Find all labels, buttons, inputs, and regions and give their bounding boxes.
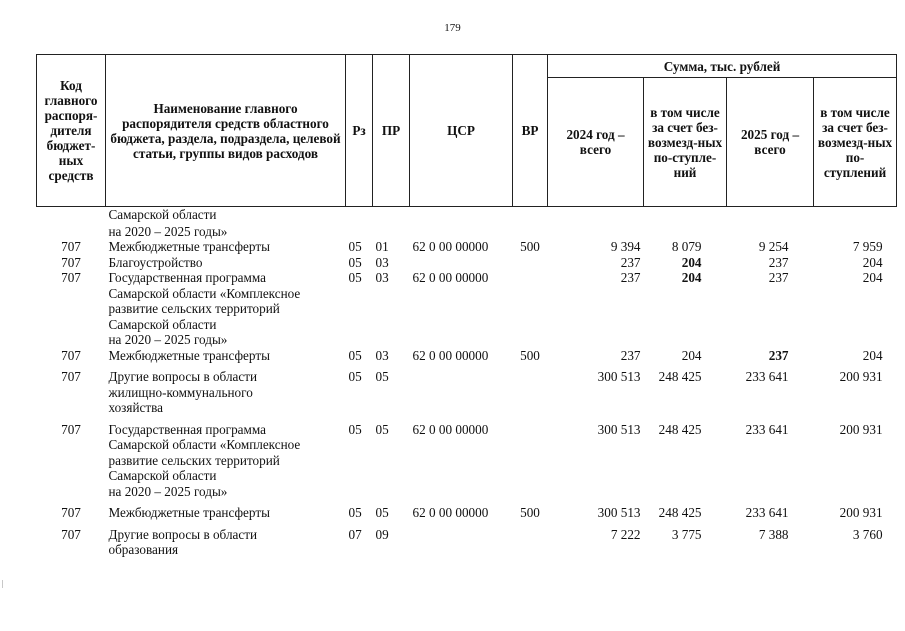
cell-pr: 05 (375, 421, 389, 437)
cell-csr: 62 0 00 00000 (412, 505, 489, 520)
cell-name: хозяйства (108, 400, 164, 415)
cell-name: Благоустройство (108, 254, 203, 270)
budget-table (36, 54, 897, 558)
cell-2025-total (727, 385, 814, 401)
cell-vr (513, 453, 548, 469)
cell-name: развитие сельских территорий (108, 301, 280, 316)
cell-rz (346, 332, 373, 348)
cell-code (37, 468, 106, 484)
cell-2025-total (727, 332, 814, 348)
cell-2024-total (548, 437, 644, 453)
cell-2024-grants (644, 301, 727, 317)
cell-2025-total (727, 437, 814, 453)
table-row (37, 270, 897, 286)
table-header (37, 55, 897, 207)
header-csr: ЦСР (410, 55, 513, 207)
cell-code: 707 (61, 369, 81, 384)
cell-2024-total (548, 542, 644, 558)
cell-name: жилищно-коммунального (108, 384, 253, 400)
cell-2025-total: 237 (768, 347, 789, 363)
cell-name: на 2020 – 2025 годы» (108, 332, 228, 347)
cell-2024-grants (644, 437, 727, 453)
cell-2024-total (548, 400, 644, 416)
cell-2025-grants (814, 400, 897, 416)
cell-rz: 05 (348, 270, 362, 285)
cell-csr (410, 363, 513, 385)
cell-pr (373, 453, 410, 469)
cell-name: Государственная программа (108, 421, 266, 437)
cell-2025-total: 237 (768, 254, 789, 270)
cell-rz (346, 224, 373, 240)
cell-2024-grants (644, 332, 727, 348)
cell-2025-total: 233 641 (745, 505, 789, 520)
cell-code (37, 437, 106, 453)
table-row (37, 363, 897, 385)
cell-2024-total (548, 385, 644, 401)
cell-2025-grants (814, 224, 897, 240)
cell-2024-total: 237 (620, 347, 641, 363)
cell-csr (410, 332, 513, 348)
cell-2025-grants (814, 484, 897, 500)
cell-csr: 62 0 00 00000 (412, 421, 489, 437)
cell-vr (513, 255, 548, 271)
cell-2025-grants (814, 317, 897, 333)
cell-vr (513, 224, 548, 240)
cell-2024-total: 300 513 (597, 421, 641, 437)
cell-rz: 05 (348, 254, 362, 270)
cell-vr (513, 468, 548, 484)
cell-2025-total (727, 400, 814, 416)
cell-code: 707 (61, 347, 81, 363)
cell-csr (410, 453, 513, 469)
cell-2024-grants (644, 542, 727, 558)
cell-code (37, 400, 106, 416)
cell-2024-total (548, 301, 644, 317)
cell-rz: 05 (348, 347, 362, 363)
cell-csr (410, 286, 513, 302)
cell-name: Самарской области (108, 468, 217, 483)
cell-rz (346, 301, 373, 317)
cell-csr (410, 468, 513, 484)
cell-rz (346, 317, 373, 333)
cell-2025-grants: 204 (862, 254, 883, 270)
table-row (37, 239, 897, 255)
cell-csr (410, 400, 513, 416)
header-name: Наименование главного распорядителя средств областного бюджета, раздела, подраздела, целевой статьи, группы видов расходов (106, 55, 346, 207)
cell-csr (410, 255, 513, 271)
cell-name: Межбюджетные трансферты (108, 239, 270, 254)
cell-pr (373, 332, 410, 348)
cell-2024-grants (644, 468, 727, 484)
header-code: Код главного распоря-дителя бюджет-ных средств (37, 55, 106, 207)
cell-name: Межбюджетные трансферты (108, 505, 270, 520)
cell-2024-grants: 8 079 (671, 239, 702, 254)
cell-code: 707 (61, 505, 81, 520)
cell-pr (373, 484, 410, 500)
cell-code (37, 207, 106, 224)
cell-vr (513, 301, 548, 317)
cell-2024-total: 9 394 (610, 239, 641, 254)
cell-2024-total (548, 286, 644, 302)
cell-2025-total: 233 641 (745, 421, 789, 437)
cell-rz: 05 (348, 421, 362, 437)
cell-2025-grants (814, 468, 897, 484)
cell-2024-grants (644, 286, 727, 302)
cell-vr (513, 416, 548, 438)
cell-2025-grants (814, 286, 897, 302)
cell-csr (410, 317, 513, 333)
cell-2025-total: 7 388 (758, 526, 789, 542)
cell-pr (373, 385, 410, 401)
cell-pr: 03 (375, 270, 389, 285)
header-vr: ВР (513, 55, 548, 207)
cell-vr (513, 286, 548, 302)
cell-csr (410, 521, 513, 543)
cell-2025-grants (814, 453, 897, 469)
cell-name: Межбюджетные трансферты (108, 347, 270, 363)
cell-2025-total (727, 468, 814, 484)
cell-pr (373, 317, 410, 333)
cell-rz (346, 207, 373, 224)
cell-2024-total (548, 332, 644, 348)
cell-rz: 05 (348, 239, 362, 254)
cell-2025-grants: 200 931 (839, 369, 883, 384)
cell-pr: 03 (375, 254, 389, 270)
cell-2024-grants: 248 425 (658, 421, 702, 437)
cell-code (37, 385, 106, 401)
cell-name: образования (108, 542, 179, 557)
cell-rz (346, 437, 373, 453)
cell-2024-grants (644, 317, 727, 333)
cell-pr: 03 (375, 347, 389, 363)
cell-vr: 500 (520, 239, 540, 254)
cell-rz (346, 468, 373, 484)
cell-2024-total (548, 224, 644, 240)
table-row (37, 207, 897, 224)
cell-2025-total: 237 (768, 270, 789, 285)
cell-2024-grants (644, 400, 727, 416)
cell-name: на 2020 – 2025 годы» (108, 483, 228, 499)
table-row (37, 400, 897, 416)
table-row (37, 301, 897, 317)
cell-2025-grants: 204 (862, 347, 883, 363)
cell-2025-grants: 7 959 (852, 239, 883, 254)
cell-code (37, 317, 106, 333)
cell-csr (410, 484, 513, 500)
header-2025-grants: в том числе за счет без-возмезд-ных по-ступлений (814, 78, 897, 207)
cell-name: Самарской области «Комплексное (108, 437, 301, 452)
cell-pr: 09 (375, 526, 389, 542)
table-body (37, 207, 897, 558)
cell-2024-total (548, 453, 644, 469)
cell-pr (373, 542, 410, 558)
cell-2025-grants: 3 760 (852, 526, 883, 542)
cell-name: Самарской области (108, 316, 217, 332)
cell-rz: 05 (348, 505, 362, 520)
cell-2024-total: 7 222 (610, 526, 641, 542)
cell-name: Самарской области «Комплексное (108, 285, 301, 301)
cell-2024-grants (644, 385, 727, 401)
cell-vr (513, 400, 548, 416)
cell-csr: 62 0 00 00000 (412, 347, 489, 363)
cell-name: на 2020 – 2025 годы» (108, 223, 228, 239)
table-row (37, 348, 897, 364)
cell-rz (346, 542, 373, 558)
cell-vr (513, 385, 548, 401)
page-number: 179 (444, 22, 461, 34)
cell-vr: 500 (520, 505, 540, 520)
cell-code: 707 (61, 254, 81, 270)
cell-2024-grants (644, 224, 727, 240)
cell-pr: 05 (375, 369, 389, 384)
scan-edge-mark (2, 580, 3, 588)
cell-code: 707 (61, 239, 81, 254)
cell-csr: 62 0 00 00000 (412, 239, 489, 254)
cell-2025-grants (814, 385, 897, 401)
cell-name: Государственная программа (108, 270, 266, 285)
cell-name: Другие вопросы в области (108, 526, 258, 542)
table-row (37, 468, 897, 484)
table-row (37, 332, 897, 348)
cell-code (37, 301, 106, 317)
cell-2024-grants: 248 425 (658, 369, 702, 384)
cell-pr (373, 286, 410, 302)
cell-2025-total: 233 641 (745, 369, 789, 384)
cell-code (37, 542, 106, 558)
cell-vr (513, 484, 548, 500)
table-row (37, 484, 897, 500)
header-rz: Рз (346, 55, 373, 207)
cell-2025-total (727, 453, 814, 469)
header-sum: Сумма, тыс. рублей (548, 55, 897, 78)
cell-2024-total (548, 207, 644, 224)
cell-2024-grants (644, 207, 727, 224)
cell-csr (410, 301, 513, 317)
cell-vr (513, 521, 548, 543)
cell-pr (373, 400, 410, 416)
cell-2024-total: 237 (620, 254, 641, 270)
cell-csr (410, 542, 513, 558)
cell-pr (373, 437, 410, 453)
table-row (37, 286, 897, 302)
cell-vr (513, 363, 548, 385)
table-row (37, 224, 897, 240)
cell-2024-grants: 204 (681, 347, 702, 363)
header-pr: ПР (373, 55, 410, 207)
cell-2024-grants (644, 484, 727, 500)
cell-csr (410, 385, 513, 401)
cell-code (37, 286, 106, 302)
cell-2025-total (727, 484, 814, 500)
cell-name: Другие вопросы в области (108, 369, 258, 384)
table-row (37, 255, 897, 271)
cell-2025-grants (814, 332, 897, 348)
table-row (37, 416, 897, 438)
header-2024-grants: в том числе за счет без-возмезд-ных по-ступле-ний (644, 78, 727, 207)
cell-2024-total (548, 484, 644, 500)
cell-pr: 05 (375, 505, 389, 520)
cell-2024-total (548, 468, 644, 484)
cell-2025-grants: 200 931 (839, 421, 883, 437)
cell-pr (373, 207, 410, 224)
cell-2025-total: 9 254 (758, 239, 789, 254)
cell-2024-grants: 204 (681, 254, 702, 270)
cell-2025-total (727, 317, 814, 333)
cell-rz (346, 385, 373, 401)
cell-code (37, 484, 106, 500)
cell-2025-total (727, 301, 814, 317)
cell-2025-grants (814, 207, 897, 224)
cell-pr (373, 224, 410, 240)
table-row (37, 385, 897, 401)
cell-2024-total: 300 513 (597, 369, 641, 384)
cell-pr (373, 468, 410, 484)
cell-rz: 07 (348, 526, 362, 542)
table-row (37, 521, 897, 543)
cell-2024-grants (644, 453, 727, 469)
cell-name: развитие сельских территорий (108, 452, 280, 468)
cell-2024-total: 237 (620, 270, 641, 285)
cell-2024-total: 300 513 (597, 505, 641, 520)
cell-rz (346, 400, 373, 416)
cell-2025-grants: 204 (862, 270, 883, 285)
cell-2025-total (727, 207, 814, 224)
cell-2025-grants (814, 301, 897, 317)
cell-vr (513, 317, 548, 333)
cell-vr: 500 (520, 347, 540, 363)
cell-code: 707 (61, 421, 81, 437)
header-2025-total: 2025 год – всего (727, 78, 814, 207)
cell-vr (513, 207, 548, 224)
table-row (37, 437, 897, 453)
cell-2024-grants: 3 775 (671, 526, 702, 542)
cell-2024-total (548, 317, 644, 333)
cell-csr (410, 207, 513, 224)
table-row (37, 453, 897, 469)
cell-2024-grants: 204 (681, 270, 702, 285)
header-2024-total: 2024 год – всего (548, 78, 644, 207)
cell-csr: 62 0 00 00000 (412, 270, 489, 285)
cell-pr: 01 (375, 239, 389, 254)
cell-rz (346, 484, 373, 500)
cell-vr (513, 332, 548, 348)
cell-2025-total (727, 542, 814, 558)
cell-code (37, 224, 106, 240)
cell-code: 707 (61, 526, 81, 542)
cell-vr (513, 542, 548, 558)
table-row (37, 499, 897, 521)
cell-2025-total (727, 224, 814, 240)
cell-rz (346, 453, 373, 469)
cell-vr (513, 437, 548, 453)
cell-code (37, 453, 106, 469)
cell-rz: 05 (348, 369, 362, 384)
cell-csr (410, 437, 513, 453)
cell-2024-grants: 248 425 (658, 505, 702, 520)
cell-2025-grants (814, 437, 897, 453)
cell-2025-grants (814, 542, 897, 558)
cell-2025-grants: 200 931 (839, 505, 883, 520)
cell-name: Самарской области (108, 207, 217, 222)
cell-pr (373, 301, 410, 317)
cell-code (37, 332, 106, 348)
cell-csr (410, 224, 513, 240)
cell-vr (513, 270, 548, 286)
table-row (37, 317, 897, 333)
cell-rz (346, 286, 373, 302)
cell-code: 707 (61, 270, 81, 285)
cell-2025-total (727, 286, 814, 302)
table-row (37, 542, 897, 558)
